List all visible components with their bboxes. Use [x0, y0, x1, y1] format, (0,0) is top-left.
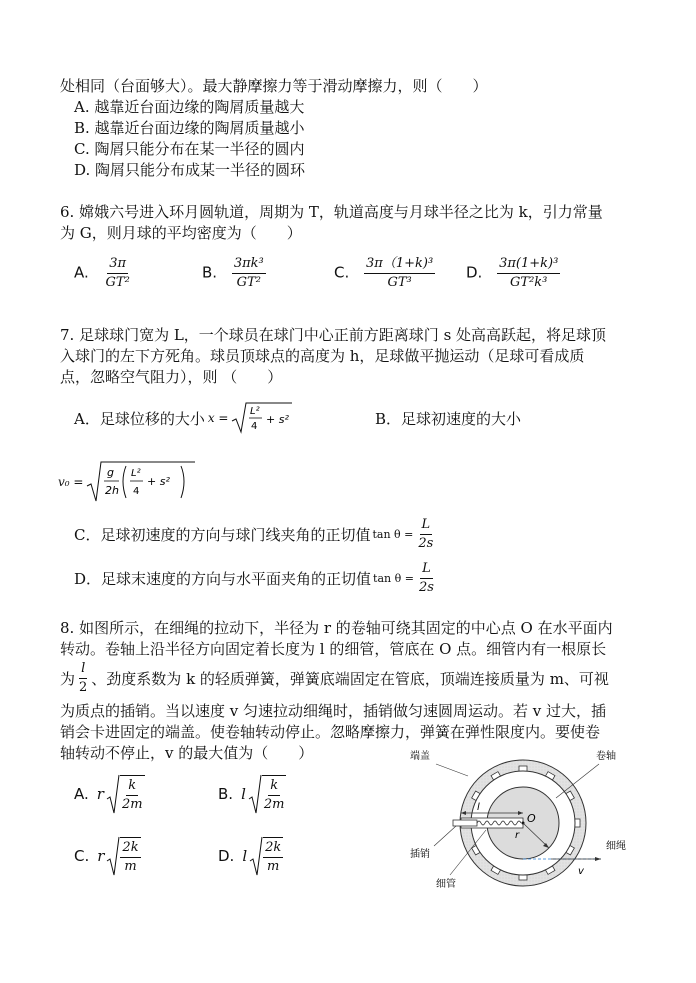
- q8-line-3-fraction: [77, 661, 89, 696]
- q7-option-c-fraction: [416, 517, 435, 552]
- radicand-fraction: [262, 775, 287, 813]
- q8-option-d-label: D.: [218, 847, 235, 865]
- radicand-fraction: [120, 775, 145, 813]
- svg-text:4: 4: [133, 486, 140, 497]
- q7-option-d-fraction: [417, 561, 436, 596]
- svg-text:g: g: [107, 466, 115, 479]
- tan-label: tan θ =: [372, 527, 414, 541]
- q8-line-6: 轴转动不停止，v 的最大值为（ ）: [60, 744, 314, 762]
- q6-option-c-label: C.: [334, 263, 350, 282]
- svg-text:L²: L²: [250, 406, 261, 417]
- fraction-numerator: 2k: [263, 840, 283, 858]
- q5-option-d: D. 陶屑只能分布成某一半径的圆环: [74, 161, 306, 179]
- q8-option-c-sqrt: [106, 835, 140, 877]
- q7-v0-sqrt: [85, 460, 197, 504]
- fig-label-o: O: [527, 812, 536, 825]
- q8-line-4: 为质点的插销。当以速度 v 匀速拉动细绳时，插销做匀速圆周运动。若 v 过大，插: [60, 702, 607, 720]
- q8-option-d-prefix: l: [242, 847, 248, 865]
- q8-option-c-label: C.: [74, 847, 90, 865]
- q6-option-a-fraction: [104, 256, 132, 291]
- fraction-denominator: GT³: [387, 275, 412, 290]
- fig-label-rope: 细绳: [606, 841, 626, 852]
- fig-label-tube: 细管: [436, 879, 456, 890]
- svg-text:+ s²: + s²: [147, 475, 171, 488]
- fraction-numerator: k: [268, 778, 280, 796]
- fraction-numerator: 3π: [107, 256, 128, 274]
- q8-option-c: [74, 834, 141, 878]
- fraction-denominator: 2m: [263, 797, 285, 812]
- fig-label-end-cap: 端盖: [410, 751, 430, 762]
- q5-option-c: C. 陶屑只能分布在某一半径的圆内: [74, 140, 305, 158]
- fraction-numerator: 2k: [120, 840, 140, 858]
- q7-line-3: 点，忽略空气阻力），则 （ ）: [60, 368, 283, 386]
- q8-option-c-prefix: r: [97, 847, 105, 865]
- radical-sign: [248, 773, 262, 815]
- q8-option-a-sqrt: [106, 773, 145, 815]
- q6-option-d-label: D.: [466, 263, 483, 282]
- svg-text:4: 4: [251, 421, 258, 432]
- fraction-denominator: GT²k³: [510, 275, 548, 290]
- fraction-numerator: L: [420, 517, 433, 535]
- q7-option-c-text: C．足球初速度的方向与球门线夹角的正切值: [74, 525, 371, 544]
- q8-option-a: [74, 772, 145, 816]
- q7-line-2: 入球门的左下方死角。球员顶球点的高度为 h，足球做平抛运动（足球可看成质: [60, 347, 585, 365]
- radical-sign: [106, 773, 120, 815]
- q8-option-b: [218, 772, 286, 816]
- q7-option-c: [74, 516, 435, 552]
- q5-option-b: B. 越靠近台面边缘的陶屑质量越小: [74, 119, 305, 137]
- q8-figure: [406, 742, 646, 890]
- q8-option-d: [218, 834, 283, 878]
- q7-option-a-sqrt: [230, 401, 294, 435]
- q6-option-a-label: A.: [74, 263, 89, 282]
- svg-text:+ s²: + s²: [266, 413, 290, 426]
- fraction-denominator: 2s: [418, 579, 434, 595]
- q6-option-b-label: B.: [202, 263, 218, 282]
- fraction-numerator: k: [126, 778, 138, 796]
- fraction-denominator: GT²: [105, 275, 130, 290]
- q8-option-d-sqrt: [249, 835, 283, 877]
- q8-option-b-sqrt: [248, 773, 287, 815]
- fig-label-r: r: [515, 830, 520, 841]
- q5-option-a: A. 越靠近台面边缘的陶屑质量越大: [74, 98, 305, 116]
- fraction-denominator: 2s: [418, 535, 434, 551]
- radicand-fraction: [120, 837, 140, 875]
- fraction-numerator: 3π(1+k)³: [497, 256, 560, 274]
- fig-label-v: v: [578, 866, 584, 877]
- q8-line-3-start: 为: [60, 669, 76, 688]
- tan-label: tan θ =: [373, 571, 414, 585]
- fig-label-l: l: [477, 802, 480, 813]
- q7-option-b: B．足球初速度的大小: [375, 410, 522, 428]
- fraction-numerator: 3π（1+k)³: [364, 256, 435, 274]
- fraction-denominator: m: [267, 859, 280, 874]
- fraction-denominator: 2: [79, 679, 88, 695]
- fraction-numerator: L: [420, 561, 433, 579]
- q6-option-d: [466, 256, 560, 291]
- fraction-numerator: l: [79, 661, 87, 679]
- q7-option-d-text: D．足球末速度的方向与水平面夹角的正切值: [74, 569, 372, 588]
- radical-sign: [249, 835, 263, 877]
- q6-option-d-fraction: [497, 256, 560, 291]
- q7-line-1: 7. 足球球门宽为 L，一个球员在球门中心正前方距离球门 s 处高高跃起，将足球顶: [60, 326, 607, 344]
- radicand-fraction: [263, 837, 283, 875]
- svg-text:L²: L²: [131, 468, 142, 479]
- fraction-denominator: 2m: [121, 797, 143, 812]
- q6-option-c-fraction: [364, 256, 435, 291]
- q8-line-3-end: 、劲度系数为 k 的轻质弹簧，弹簧底端固定在管底，顶端连接质量为 m、可视: [91, 669, 609, 688]
- q6-option-c: [334, 256, 435, 291]
- fraction-denominator: GT²: [236, 275, 261, 290]
- fraction-numerator: 3πk³: [232, 256, 266, 274]
- q8-line-2: 转动。卷轴上沿半径方向固定着长度为 l 的细管，管底在 O 点。细管内有一根原长: [60, 640, 607, 658]
- q8-option-a-prefix: r: [96, 785, 104, 803]
- q6-option-b: [202, 256, 266, 291]
- q7-option-a-var: x =: [207, 411, 229, 425]
- radical-sign: [106, 835, 120, 877]
- q7-option-a: [74, 400, 294, 436]
- pin: [453, 820, 477, 826]
- q7-option-a-text: A．足球位移的大小: [74, 409, 205, 428]
- q8-line-3: [60, 660, 609, 696]
- q8-line-5: 销会卡进固定的端盖。使卷轴转动停止。忽略摩擦力，弹簧在弹性限度内。要使卷: [60, 723, 601, 741]
- q6-option-b-fraction: [232, 256, 266, 291]
- q7-option-d: [74, 560, 436, 596]
- q6-line-2: 为 G，则月球的平均密度为（ ）: [60, 224, 302, 242]
- q8-option-a-label: A.: [74, 785, 89, 803]
- fig-label-pin: 插销: [410, 849, 430, 860]
- v0-label: v₀ =: [58, 475, 84, 489]
- q7-v0-expression: [58, 460, 197, 504]
- q8-option-b-label: B.: [218, 785, 234, 803]
- svg-text:2h: 2h: [105, 484, 120, 497]
- q6-option-a: [74, 256, 132, 291]
- q6-line-1: 6. 嫦娥六号进入环月圆轨道，周期为 T，轨道高度与月球半径之比为 k，引力常量: [60, 203, 603, 221]
- fig-label-reel: 卷轴: [596, 751, 616, 762]
- q8-option-b-prefix: l: [241, 785, 246, 803]
- q5-stem-tail: 处相同（台面够大）。最大静摩擦力等于滑动摩擦力，则（ ）: [60, 77, 488, 95]
- fraction-denominator: m: [124, 859, 137, 874]
- q8-line-1: 8. 如图所示，在细绳的拉动下，半径为 r 的卷轴可绕其固定的中心点 O 在水平面内: [60, 619, 613, 637]
